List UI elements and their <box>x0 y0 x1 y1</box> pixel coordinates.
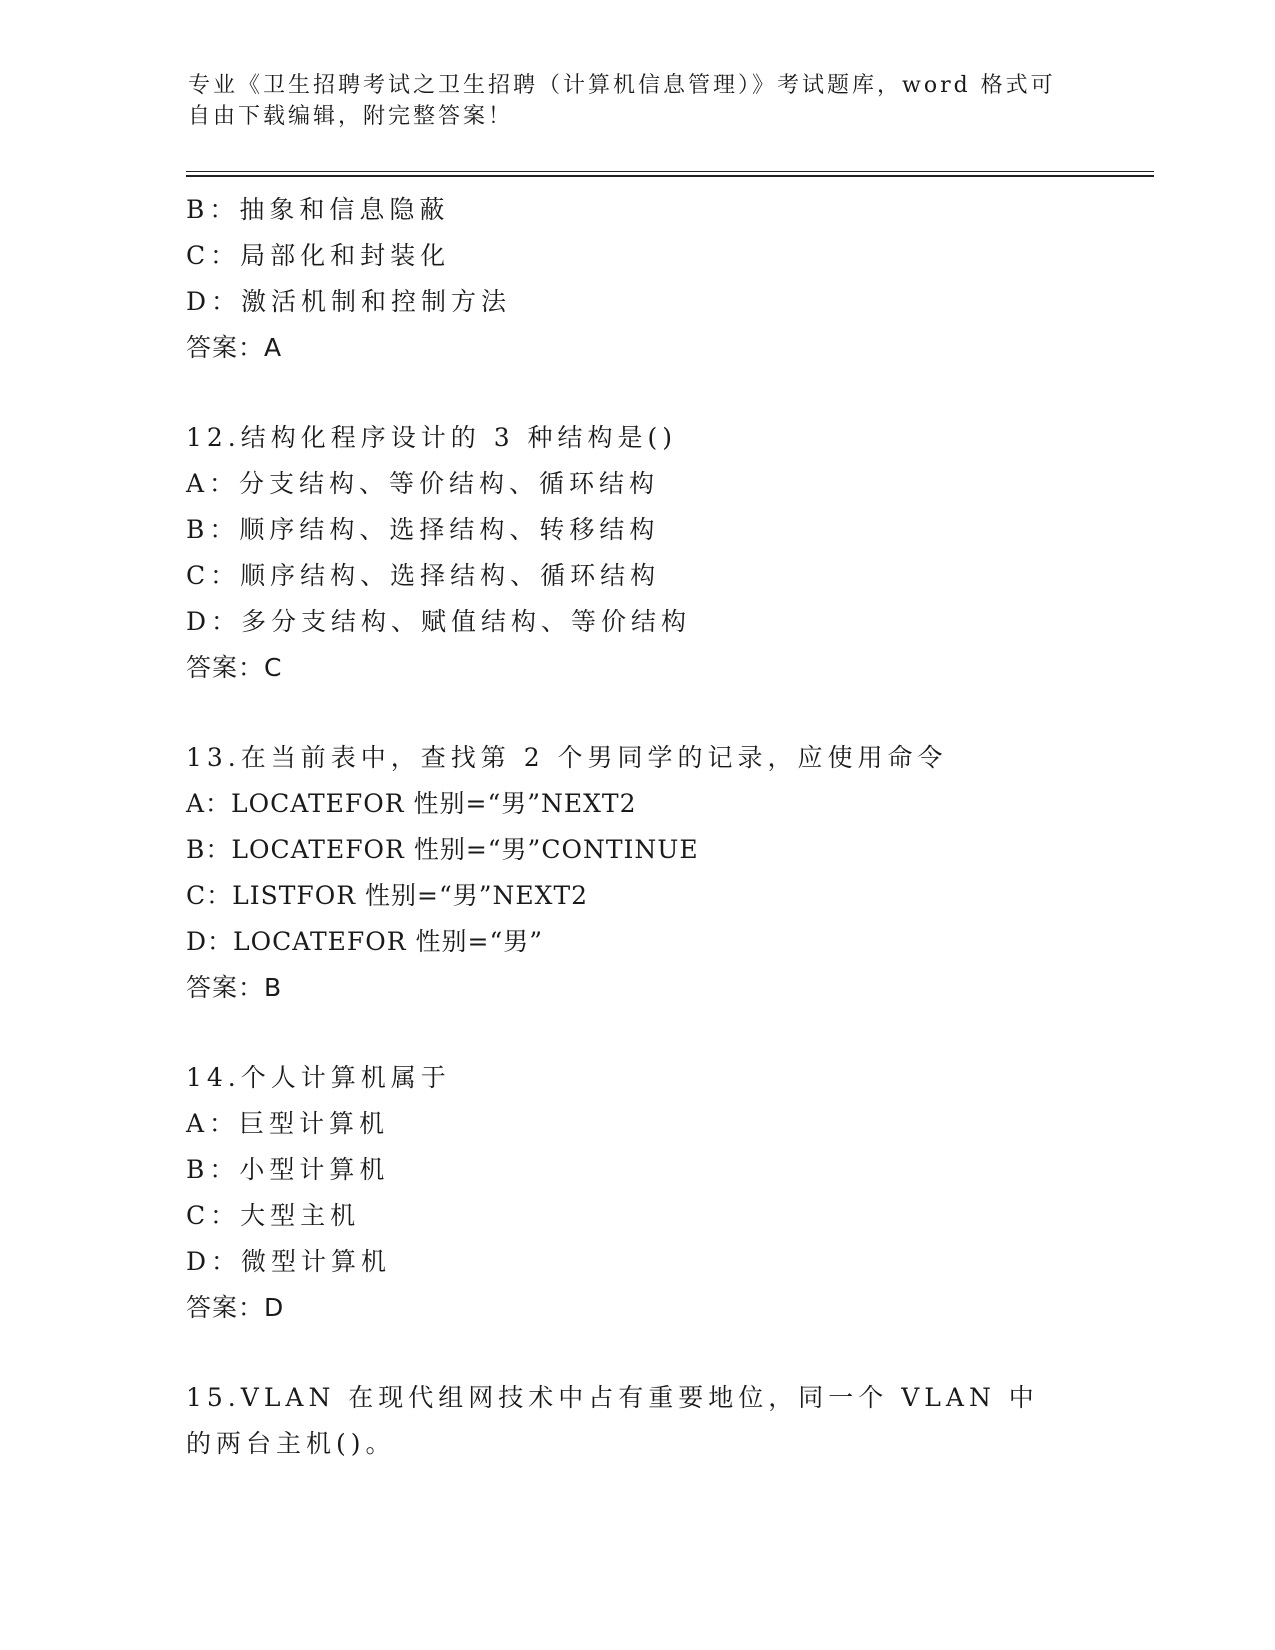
answer-line: 答案：A <box>186 333 283 362</box>
question-stem: 14.个人计算机属于 <box>186 1063 451 1092</box>
question-block-15 <box>186 1375 1146 1467</box>
question-stem: 13.在当前表中，查找第 2 个男同学的记录，应使用命令 <box>186 743 948 772</box>
option-a: A：分支结构、等价结构、循环结构 <box>186 469 660 498</box>
option-c: C：大型主机 <box>186 1201 361 1230</box>
option-b: B：抽象和信息隐蔽 <box>186 195 450 224</box>
header-divider-thin <box>186 171 1154 172</box>
option-d: D：激活机制和控制方法 <box>186 287 512 316</box>
question-stem: 12.结构化程序设计的 3 种结构是() <box>186 423 678 452</box>
question-list <box>186 187 1146 1467</box>
option-c: C：局部化和封装化 <box>186 241 451 270</box>
question-block-13 <box>186 735 1146 1011</box>
question-stem: 15.VLAN 在现代组网技术中占有重要地位，同一个 VLAN 中的两台主机()。 <box>186 1383 1039 1458</box>
question-block-partial <box>186 187 1146 371</box>
option-a: A：巨型计算机 <box>186 1109 390 1138</box>
answer-line: 答案：C <box>186 653 283 682</box>
option-a: A：LOCATEFOR 性别=“男”NEXT2 <box>186 789 637 818</box>
option-b: B：LOCATEFOR 性别=“男”CONTINUE <box>186 835 699 864</box>
option-c: C：LISTFOR 性别=“男”NEXT2 <box>186 881 589 910</box>
answer-line: 答案：B <box>186 973 283 1002</box>
option-d: D：多分支结构、赋值结构、等价结构 <box>186 607 692 636</box>
header-divider-thick <box>186 175 1154 177</box>
option-b: B：顺序结构、选择结构、转移结构 <box>186 515 660 544</box>
option-c: C：顺序结构、选择结构、循环结构 <box>186 561 661 590</box>
document-header: 专业《卫生招聘考试之卫生招聘（计算机信息管理）》考试题库，word 格式可自由下载编辑，附完整答案！ <box>188 73 1056 129</box>
question-block-12 <box>186 415 1146 691</box>
option-b: B：小型计算机 <box>186 1155 390 1184</box>
option-d: D：微型计算机 <box>186 1247 392 1276</box>
question-block-14 <box>186 1055 1146 1331</box>
answer-line: 答案：D <box>186 1293 285 1322</box>
option-d: D：LOCATEFOR 性别=“男” <box>186 927 544 956</box>
